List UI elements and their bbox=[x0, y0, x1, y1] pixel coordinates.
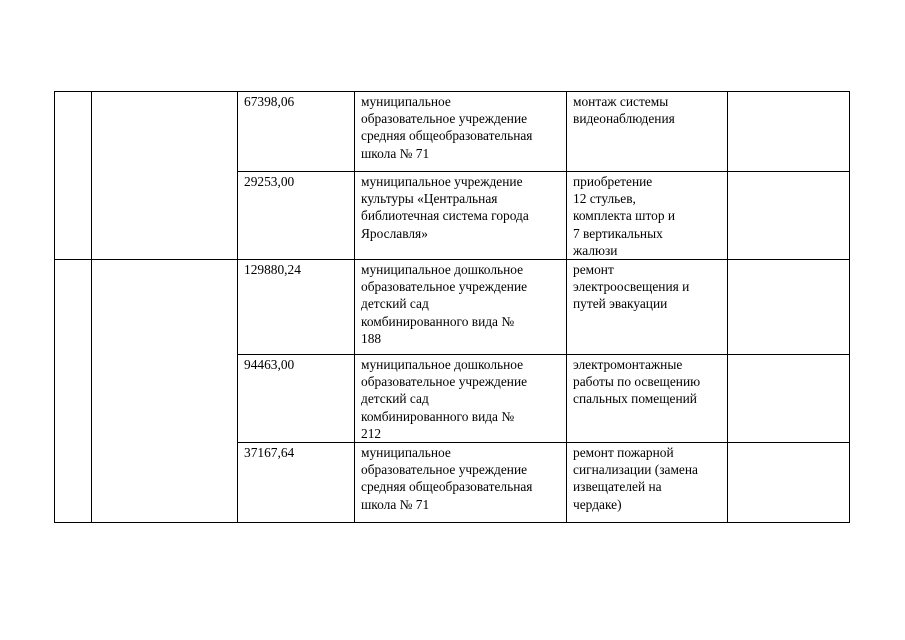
allocation-table bbox=[54, 91, 850, 523]
table-row bbox=[55, 260, 850, 355]
amount-cell: 67398,06 bbox=[238, 92, 355, 172]
number-cell bbox=[55, 260, 92, 523]
table-row bbox=[55, 92, 850, 172]
work-cell: ремонт пожарной сигнализации (замена извещателей на чердаке) bbox=[567, 443, 728, 523]
note-cell bbox=[728, 92, 850, 172]
note-cell bbox=[728, 172, 850, 260]
work-cell: монтаж системы видеонаблюдения bbox=[567, 92, 728, 172]
institution-cell: муниципальное образовательное учреждение средняя общеобразовательная школа № 71 bbox=[355, 92, 567, 172]
amount-cell: 37167,64 bbox=[238, 443, 355, 523]
note-cell bbox=[728, 355, 850, 443]
amount-cell: 29253,00 bbox=[238, 172, 355, 260]
recipient-cell bbox=[92, 260, 238, 523]
work-cell: ремонт электроосвещения и путей эвакуации bbox=[567, 260, 728, 355]
amount-cell: 129880,24 bbox=[238, 260, 355, 355]
institution-cell: муниципальное дошкольное образовательное учреждение детский сад комбинированного вида № 212 bbox=[355, 355, 567, 443]
work-cell: приобретение 12 стульев, комплекта штор и 7 вертикальных жалюзи bbox=[567, 172, 728, 260]
number-cell bbox=[55, 92, 92, 260]
recipient-cell bbox=[92, 92, 238, 260]
institution-cell: муниципальное учреждение культуры «Центральная библиотечная система города Ярославля» bbox=[355, 172, 567, 260]
note-cell bbox=[728, 260, 850, 355]
amount-cell: 94463,00 bbox=[238, 355, 355, 443]
note-cell bbox=[728, 443, 850, 523]
work-cell: электромонтажные работы по освещению спальных помещений bbox=[567, 355, 728, 443]
institution-cell: муниципальное образовательное учреждение средняя общеобразовательная школа № 71 bbox=[355, 443, 567, 523]
institution-cell: муниципальное дошкольное образовательное учреждение детский сад комбинированного вида № 188 bbox=[355, 260, 567, 355]
